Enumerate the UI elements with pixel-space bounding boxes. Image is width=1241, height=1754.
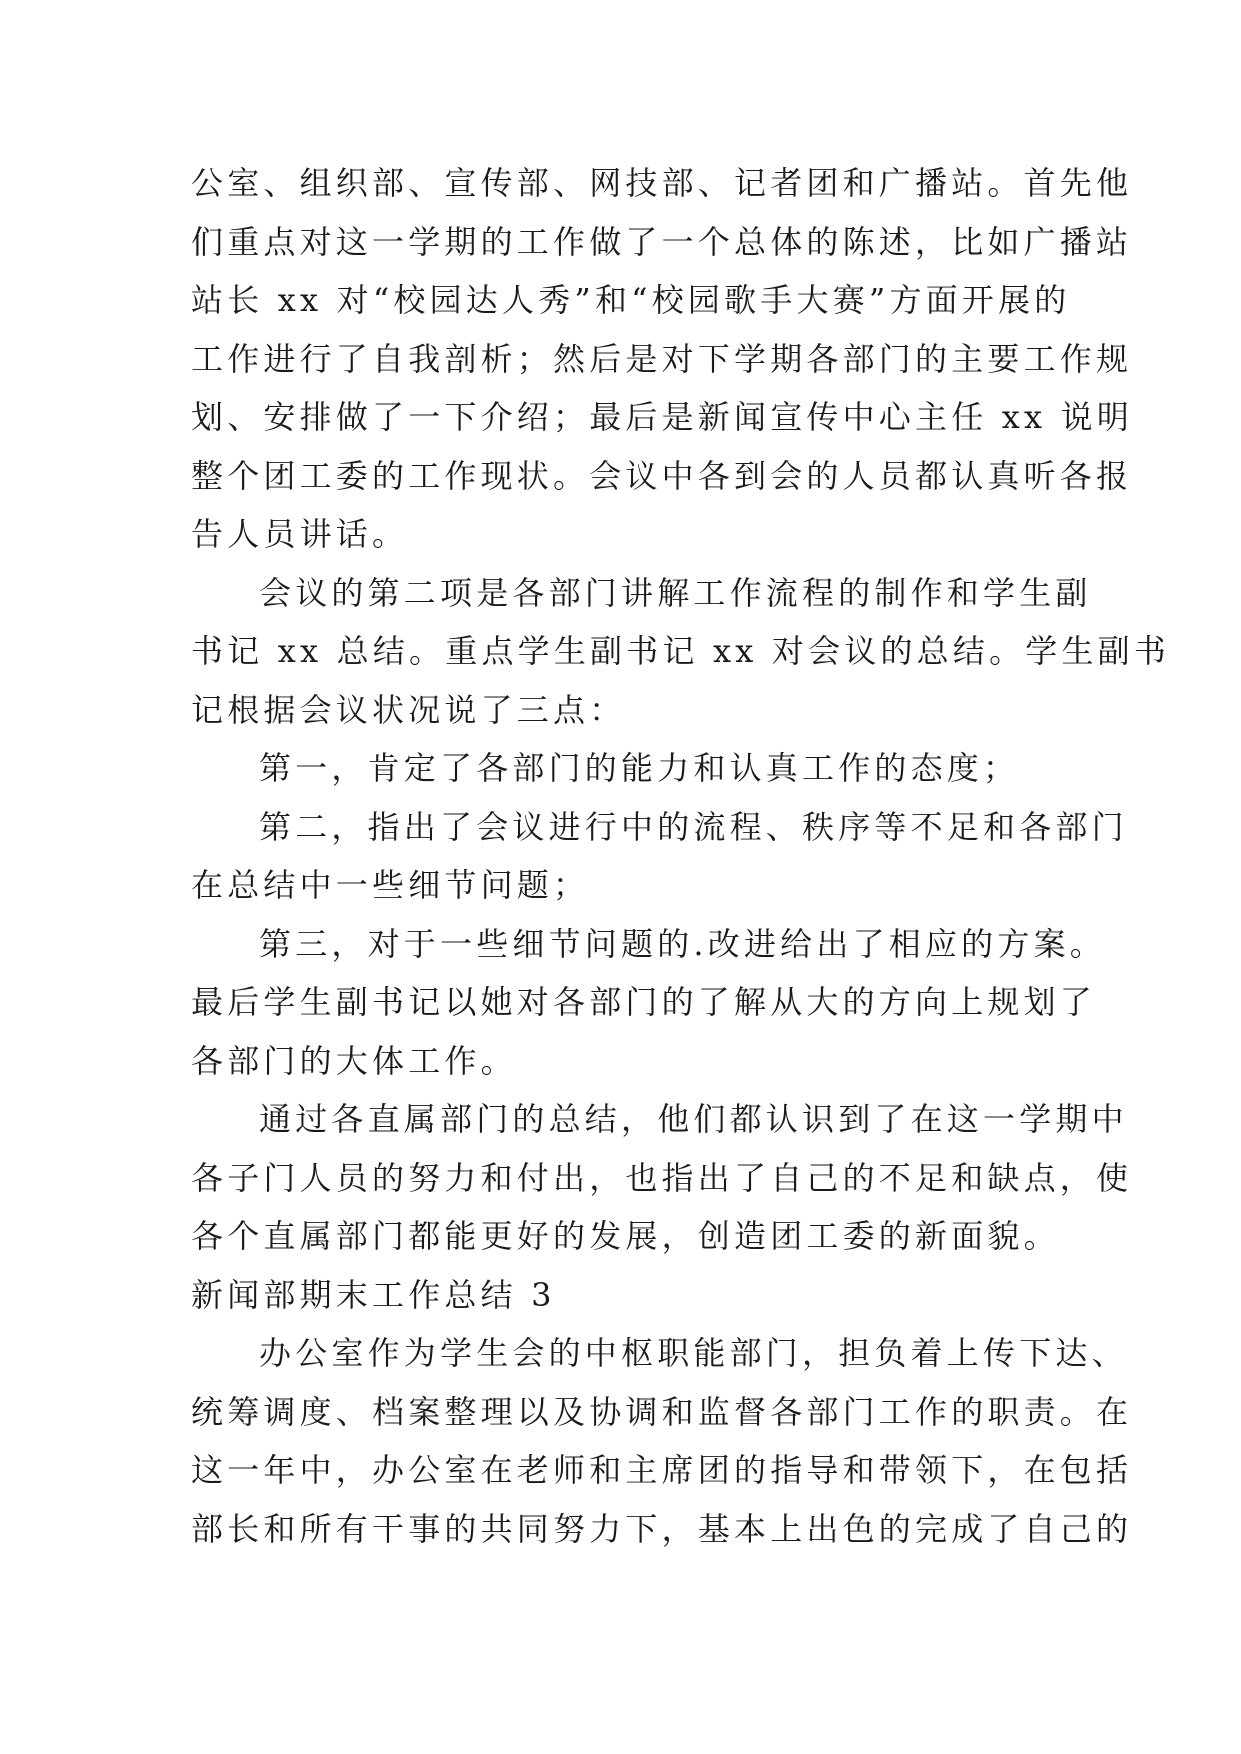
text-line: 第一，肯定了各部门的能力和认真工作的态度； bbox=[259, 749, 1020, 787]
text-line: 在总结中一些细节问题； bbox=[191, 866, 590, 904]
text-line: 这一年中，办公室在老师和主席团的指导和带领下，在包括 bbox=[191, 1451, 1133, 1489]
text-line: 部长和所有干事的共同努力下，基本上出色的完成了自己的 bbox=[191, 1509, 1133, 1548]
text-line: 第二，指出了会议进行中的流程、秩序等不足和各部门 bbox=[259, 807, 1128, 846]
section-heading: 新闻部期末工作总结 3 bbox=[191, 1275, 556, 1314]
text-line: 记根据会议状况说了三点： bbox=[191, 690, 626, 729]
text-line: 划、安排做了一下介绍；最后是新闻宣传中心主任 xx 说明 bbox=[191, 398, 1134, 436]
text-line: 书记 xx 总结。重点学生副书记 xx 对会议的总结。学生副书 bbox=[191, 632, 1171, 670]
text-line: 告人员讲话。 bbox=[191, 515, 409, 553]
text-line: 整个团工委的工作现状。会议中各到会的人员都认真听各报 bbox=[191, 456, 1133, 495]
text-line: 第三，对于一些细节问题的.改进给出了相应的方案。 bbox=[259, 924, 1106, 963]
text-line: 各子门人员的努力和付出，也指出了自己的不足和缺点，使 bbox=[191, 1158, 1133, 1197]
text-line: 公室、组织部、宣传部、网技部、记者团和广播站。首先他 bbox=[191, 164, 1133, 202]
text-line: 工作进行了自我剖析；然后是对下学期各部门的主要工作规 bbox=[191, 339, 1133, 378]
text-line: 们重点对这一学期的工作做了一个总体的陈述，比如广播站 bbox=[191, 222, 1133, 261]
text-line: 统筹调度、档案整理以及协调和监督各部门工作的职责。在 bbox=[191, 1392, 1133, 1431]
text-line: 最后学生副书记以她对各部门的了解从大的方向上规划了 bbox=[191, 983, 1097, 1021]
document-body bbox=[191, 154, 1171, 1558]
text-line: 通过各直属部门的总结，他们都认识到了在这一学期中 bbox=[259, 1100, 1128, 1138]
text-line: 各部门的大体工作。 bbox=[191, 1041, 517, 1080]
text-line: 办公室作为学生会的中枢职能部门，担负着上传下达、 bbox=[259, 1334, 1128, 1372]
text-line: 站长 xx 对“校园达人秀”和“校园歌手大赛”方面开展的 bbox=[191, 281, 1071, 319]
text-line: 会议的第二项是各部门讲解工作流程的制作和学生副 bbox=[259, 573, 1092, 612]
text-line: 各个直属部门都能更好的发展，创造团工委的新面貌。 bbox=[191, 1217, 1060, 1255]
